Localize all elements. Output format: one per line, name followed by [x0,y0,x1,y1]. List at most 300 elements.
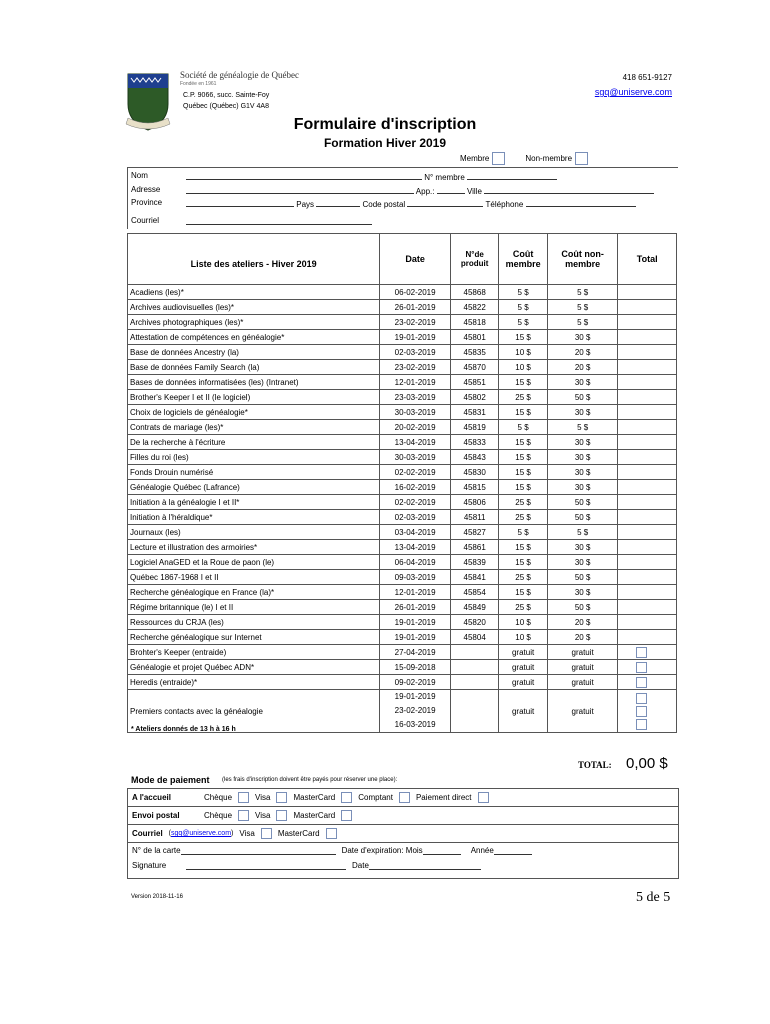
workshop-name: Acadiens (les)* [128,285,380,300]
ville-field[interactable] [484,185,654,194]
accueil-label: A l'accueil [132,793,171,802]
workshop-member-cost: 15 $ [499,585,547,600]
page-number: 5 de 5 [636,890,671,905]
envoi-cheque-checkbox[interactable] [238,810,249,821]
workshop-total-cell[interactable] [618,630,677,645]
workshop-name: Heredis (entraide)* [128,675,380,690]
workshop-date: 19-01-2019 [380,330,451,345]
table-row [128,360,677,375]
workshop-member-cost: 15 $ [499,435,547,450]
table-row [128,480,677,495]
workshop-name: Recherche généalogique en France (la)* [128,585,380,600]
n-membre-label: N° membre [424,173,465,182]
workshop-total-cell[interactable] [618,435,677,450]
workshop-product-number: 45811 [450,510,498,525]
workshop-date: 30-03-2019 [380,450,451,465]
courriel-payment-label: Courriel [132,829,163,838]
workshop-product-number: 45839 [450,555,498,570]
workshop-date: 13-04-2019 [380,540,451,555]
expiration-year-field[interactable] [494,846,532,855]
workshop-name: Journaux (les) [128,525,380,540]
workshop-name: Filles du roi (les) [128,450,380,465]
workshop-name: Fonds Drouin numérisé [128,465,380,480]
workshop-product-number: 45841 [450,570,498,585]
workshop-nonmember-cost: 30 $ [547,405,618,420]
col-cout-non-membre-header: Coût non-membre [547,234,618,285]
workshop-member-cost: 15 $ [499,375,547,390]
workshop-member-cost: gratuit [499,675,547,690]
cheque-label: Chèque [204,811,233,820]
table-row [128,525,677,540]
workshop-product-number: 45804 [450,630,498,645]
workshop-member-cost: 25 $ [499,510,547,525]
payment-divider [128,842,678,843]
workshop-member-cost: 5 $ [499,420,547,435]
adresse-label: Adresse [131,185,161,194]
form-subtitle: Formation Hiver 2019 [323,136,447,150]
workshop-name: Logiciel AnaGED et la Roue de paon (le) [128,555,380,570]
workshop-date: 26-01-2019 [380,600,451,615]
workshop-nonmember-cost: 20 $ [547,630,618,645]
workshop-product-number: 45819 [450,420,498,435]
workshop-nonmember-cost: gratuit [547,660,618,675]
table-row [128,405,677,420]
workshop-checkbox[interactable] [636,706,647,717]
workshop-product-number: 45818 [450,315,498,330]
workshop-name: Bases de données informatisées (les) (Intranet) [128,375,380,390]
workshop-date: 19-01-2019 [394,692,436,701]
workshop-total-cell[interactable] [618,345,677,360]
workshop-member-cost: gratuit [499,660,547,675]
courriel-payment-row: Courriel (sgq@uniserve.com) Visa MasterCard [132,828,337,839]
table-row [128,675,677,690]
workshop-name: Généalogie et projet Québec ADN* [128,660,380,675]
workshop-date: 27-04-2019 [380,645,451,660]
workshop-member-cost: 5 $ [499,300,547,315]
mastercard-label: MasterCard [277,829,320,838]
workshop-name: Brohter's Keeper (entraide) [128,645,380,660]
workshop-member-cost: 10 $ [499,630,547,645]
payment-divider [128,806,678,807]
workshop-nonmember-cost: 30 $ [547,585,618,600]
expiration-label: Date d'expiration: Mois [341,846,423,855]
table-row [128,315,677,330]
workshop-date: 23-03-2019 [380,390,451,405]
workshop-nonmember-cost: 30 $ [547,465,618,480]
table-row [128,570,677,585]
address-line-1: C.P. 9066, succ. Sainte-Foy [183,92,270,99]
workshop-name: Québec 1867-1968 I et II [128,570,380,585]
workshop-product-number: 45820 [450,615,498,630]
workshop-product-number [450,690,498,733]
workshop-name: Généalogie Québec (Lafrance) [128,480,380,495]
workshop-total-cell[interactable] [618,540,677,555]
workshop-nonmember-cost: gratuit [547,645,618,660]
workshop-name: Base de données Ancestry (la) [128,345,380,360]
workshop-product-number: 45868 [450,285,498,300]
workshop-member-cost: 15 $ [499,480,547,495]
workshop-total-cell[interactable] [618,405,677,420]
workshop-date: 23-02-2019 [380,315,451,330]
table-row [128,390,677,405]
courriel-field[interactable] [186,216,372,225]
workshop-date: 02-03-2019 [380,510,451,525]
workshop-date: 09-03-2019 [380,570,451,585]
workshop-product-number: 45843 [450,450,498,465]
table-row [128,615,677,630]
accueil-visa-checkbox[interactable] [276,792,287,803]
app-field[interactable] [437,185,465,194]
total-label: TOTAL: [578,760,612,770]
workshop-date: 02-02-2019 [380,465,451,480]
workshop-total-cell [618,690,677,733]
workshop-member-cost: 10 $ [499,360,547,375]
workshop-date: 15-09-2018 [380,660,451,675]
table-row [128,540,677,555]
workshop-name: Premiers contacts avec la généalogie [128,690,380,733]
workshop-total-cell [618,675,677,690]
table-row [128,375,677,390]
workshop-nonmember-cost: 30 $ [547,450,618,465]
org-name: Société de généalogie de Québec [180,70,299,80]
envoi-label: Envoi postal [132,811,180,820]
workshop-checkbox[interactable] [636,719,647,730]
workshop-total-cell[interactable] [618,555,677,570]
workshop-name: Ressources du CRJA (les) [128,615,380,630]
table-row [128,345,677,360]
workshop-date: 23-02-2019 [380,360,451,375]
workshop-date: 19-01-2019 [380,630,451,645]
workshop-product-number: 45806 [450,495,498,510]
membre-label: Membre [460,154,490,163]
date-field[interactable] [369,861,481,870]
visa-label: Visa [239,829,255,838]
workshop-product-number [450,645,498,660]
table-row [128,495,677,510]
workshop-member-cost: gratuit [499,645,547,660]
org-subtitle: Fondée en 1961 [180,81,217,87]
workshop-nonmember-cost: 50 $ [547,495,618,510]
col-cout-membre-header: Coût membre [499,234,547,285]
telephone-field[interactable] [526,198,636,207]
workshop-total-cell[interactable] [618,450,677,465]
pays-field[interactable] [316,198,360,207]
workshop-total-cell[interactable] [618,330,677,345]
code-postal-field[interactable] [407,198,483,207]
workshop-total-cell[interactable] [618,525,677,540]
workshop-product-number: 45870 [450,360,498,375]
workshop-member-cost: 25 $ [499,495,547,510]
courriel-payment-email[interactable]: sgq@uniserve.com [171,830,232,837]
envoi-mastercard-checkbox[interactable] [341,810,352,821]
workshop-total-cell [618,660,677,675]
col-total-header: Total [618,234,677,285]
table-row [128,465,677,480]
workshop-checkbox[interactable] [636,662,647,673]
signature-row [132,861,481,870]
table-row [128,600,677,615]
province-label: Province [131,198,163,207]
courriel-row [186,216,372,227]
envoi-row [132,810,352,821]
workshop-date-option [636,705,674,718]
workshop-name: Attestation de compétences en généalogie* [128,330,380,345]
workshop-nonmember-cost: 30 $ [547,540,618,555]
workshop-total-cell[interactable] [618,300,677,315]
workshop-nonmember-cost: 5 $ [547,285,618,300]
workshop-total-cell[interactable] [618,390,677,405]
accueil-comptant-checkbox[interactable] [399,792,410,803]
workshop-nonmember-cost: gratuit [547,690,618,733]
workshop-nonmember-cost: gratuit [547,675,618,690]
address-line-2: Québec (Québec) G1V 4A8 [183,103,269,110]
workshop-product-number [450,675,498,690]
table-row [128,420,677,435]
workshop-member-cost: 10 $ [499,615,547,630]
workshop-date: 19-01-2019 [380,615,451,630]
nom-label: Nom [131,171,148,180]
workshop-checkbox[interactable] [636,677,647,688]
workshop-date: 06-02-2019 [380,285,451,300]
table-row [128,630,677,645]
accueil-cheque-checkbox[interactable] [238,792,249,803]
visa-label: Visa [255,811,271,820]
workshop-member-cost: 5 $ [499,525,547,540]
workshop-name: Brother's Keeper I et II (le logiciel) [128,390,380,405]
cheque-label: Chèque [204,793,233,802]
workshop-name: Initiation à l'héraldique* [128,510,380,525]
workshop-name: Initiation à la généalogie I et II* [128,495,380,510]
accueil-row [132,792,674,803]
date-label: Date [352,861,369,870]
nom-field[interactable] [186,171,422,180]
workshop-nonmember-cost: 5 $ [547,300,618,315]
table-row [128,555,677,570]
workshop-date: 16-03-2019 [394,720,436,729]
app-label: App.: [415,187,435,196]
version-label: Version 2018-11-16 [131,894,183,900]
workshop-nonmember-cost: 50 $ [547,570,618,585]
telephone-label: Téléphone [485,200,524,209]
workshop-nonmember-cost: 50 $ [547,390,618,405]
payment-note: (les frais d'inscription doivent être payés pour réserver une place): [222,777,398,783]
workshop-date: 12-01-2019 [380,585,451,600]
ville-label: Ville [466,187,482,196]
workshop-product-number: 45801 [450,330,498,345]
payment-title [131,775,210,785]
workshop-product-number: 45831 [450,405,498,420]
comptant-label: Comptant [358,793,393,802]
workshop-nonmember-cost: 30 $ [547,480,618,495]
courriel-mastercard-checkbox[interactable] [326,828,337,839]
carte-field[interactable] [181,846,336,855]
code-postal-label: Code postal [362,200,406,209]
workshop-date: 03-04-2019 [380,525,451,540]
province-row [186,198,636,209]
table-row [128,645,677,660]
nom-row [186,171,557,182]
workshop-total-cell [618,645,677,660]
phone-number: 418 651-9127 [622,73,672,82]
workshop-total-cell[interactable] [618,420,677,435]
adresse-field[interactable] [186,185,414,194]
workshop-product-number: 45835 [450,345,498,360]
workshop-total-cell[interactable] [618,585,677,600]
signature-label: Signature [132,861,167,870]
mastercard-label: MasterCard [293,793,336,802]
workshop-product-number: 45854 [450,585,498,600]
courriel-label: Courriel [131,216,160,225]
workshop-dates [380,690,451,733]
workshop-date: 20-02-2019 [380,420,451,435]
workshop-total-cell[interactable] [618,375,677,390]
workshop-date: 13-04-2019 [380,435,451,450]
workshop-date: 09-02-2019 [380,675,451,690]
workshop-name: Contrats de mariage (les)* [128,420,380,435]
accueil-paiement-direct-checkbox[interactable] [478,792,489,803]
workshop-member-cost: 15 $ [499,465,547,480]
workshop-date: 12-01-2019 [380,375,451,390]
email-link[interactable]: sgq@uniserve.com [594,87,672,97]
envoi-visa-checkbox[interactable] [276,810,287,821]
form-title: Formulaire d'inscription [293,116,477,133]
payment-title-text: Mode de paiement [131,775,210,785]
workshop-product-number: 45827 [450,525,498,540]
workshop-date: 02-03-2019 [380,345,451,360]
workshop-member-cost: 25 $ [499,600,547,615]
workshop-name: De la recherche à l'écriture [128,435,380,450]
workshop-member-cost: 5 $ [499,315,547,330]
workshop-member-cost: gratuit [499,690,547,733]
workshop-nonmember-cost: 30 $ [547,330,618,345]
workshop-product-number: 45802 [450,390,498,405]
workshop-checkbox[interactable] [636,693,647,704]
table-row [128,585,677,600]
workshop-date: 23-02-2019 [394,706,436,715]
workshop-name: Recherche généalogique sur Internet [128,630,380,645]
workshop-product-number: 45849 [450,600,498,615]
workshop-date: 26-01-2019 [380,300,451,315]
workshop-total-cell[interactable] [618,510,677,525]
signature-field[interactable] [186,861,346,870]
col-date-header: Date [380,234,451,285]
total-value: 0,00 $ [626,755,668,772]
province-field[interactable] [186,198,294,207]
table-row [128,330,677,345]
visa-label: Visa [255,793,271,802]
workshop-hours-note: * Ateliers donnés de 13 h à 16 h [131,726,236,733]
expiration-month-field[interactable] [423,846,461,855]
table-row [128,450,677,465]
annee-label: Année [470,846,494,855]
workshop-total-cell[interactable] [618,480,677,495]
workshop-member-cost: 25 $ [499,570,547,585]
n-membre-field[interactable] [467,171,557,180]
accueil-mastercard-checkbox[interactable] [341,792,352,803]
workshop-product-number: 45861 [450,540,498,555]
workshop-nonmember-cost: 20 $ [547,360,618,375]
workshop-product-number: 45851 [450,375,498,390]
workshop-member-cost: 25 $ [499,390,547,405]
workshop-product-number: 45822 [450,300,498,315]
courriel-visa-checkbox[interactable] [261,828,272,839]
carte-label: N° de la carte [132,846,181,855]
workshop-checkbox[interactable] [636,647,647,658]
table-row [128,300,677,315]
workshop-nonmember-cost: 50 $ [547,510,618,525]
workshop-total-cell[interactable] [618,360,677,375]
col-ateliers-header: Liste des ateliers - Hiver 2019 [128,234,380,285]
table-row [128,660,677,675]
adresse-row [186,185,654,196]
workshop-nonmember-cost: 30 $ [547,435,618,450]
mastercard-label: MasterCard [293,811,336,820]
workshop-total-cell[interactable] [618,600,677,615]
carte-row [132,846,532,855]
workshops-table [127,233,677,733]
paiement-direct-label: Paiement direct [415,793,472,802]
workshop-nonmember-cost: 30 $ [547,555,618,570]
workshop-nonmember-cost: 5 $ [547,525,618,540]
table-row [128,510,677,525]
workshop-date: 06-04-2019 [380,555,451,570]
workshop-name: Régime britannique (le) I et II [128,600,380,615]
non-membre-label: Non-membre [525,154,573,163]
workshop-total-cell[interactable] [618,570,677,585]
workshop-name: Lecture et illustration des armoiries* [128,540,380,555]
workshop-date: 02-02-2019 [380,495,451,510]
workshop-member-cost: 10 $ [499,345,547,360]
workshop-member-cost: 15 $ [499,405,547,420]
pays-label: Pays [296,200,315,209]
workshops-body [128,285,677,733]
workshop-nonmember-cost: 5 $ [547,315,618,330]
payment-divider [128,824,678,825]
membership-choice [460,152,588,165]
workshop-total-cell[interactable] [618,495,677,510]
workshop-total-cell[interactable] [618,315,677,330]
workshop-product-number [450,660,498,675]
workshop-name: Base de données Family Search (la) [128,360,380,375]
table-row [128,435,677,450]
workshop-date: 30-03-2019 [380,405,451,420]
membre-checkbox[interactable] [492,152,505,165]
workshop-nonmember-cost: 20 $ [547,345,618,360]
workshop-date: 16-02-2019 [380,480,451,495]
workshop-product-number: 45815 [450,480,498,495]
workshop-name: Choix de logiciels de généalogie* [128,405,380,420]
non-membre-checkbox[interactable] [575,152,588,165]
workshop-nonmember-cost: 20 $ [547,615,618,630]
workshop-member-cost: 15 $ [499,540,547,555]
workshop-member-cost: 15 $ [499,330,547,345]
workshop-member-cost: 15 $ [499,555,547,570]
workshop-member-cost: 15 $ [499,450,547,465]
workshop-total-cell[interactable] [618,285,677,300]
table-row [128,285,677,300]
payment-box [127,788,679,879]
workshop-name: Archives audiovisuelles (les)* [128,300,380,315]
workshop-total-cell[interactable] [618,615,677,630]
workshop-nonmember-cost: 50 $ [547,600,618,615]
workshop-name: Archives photographiques (les)* [128,315,380,330]
workshop-nonmember-cost: 5 $ [547,420,618,435]
workshop-member-cost: 5 $ [499,285,547,300]
workshop-date-option [636,718,674,731]
workshop-date-option [636,692,674,705]
col-produit-header: N°de produit [450,234,498,285]
workshop-total-cell[interactable] [618,465,677,480]
